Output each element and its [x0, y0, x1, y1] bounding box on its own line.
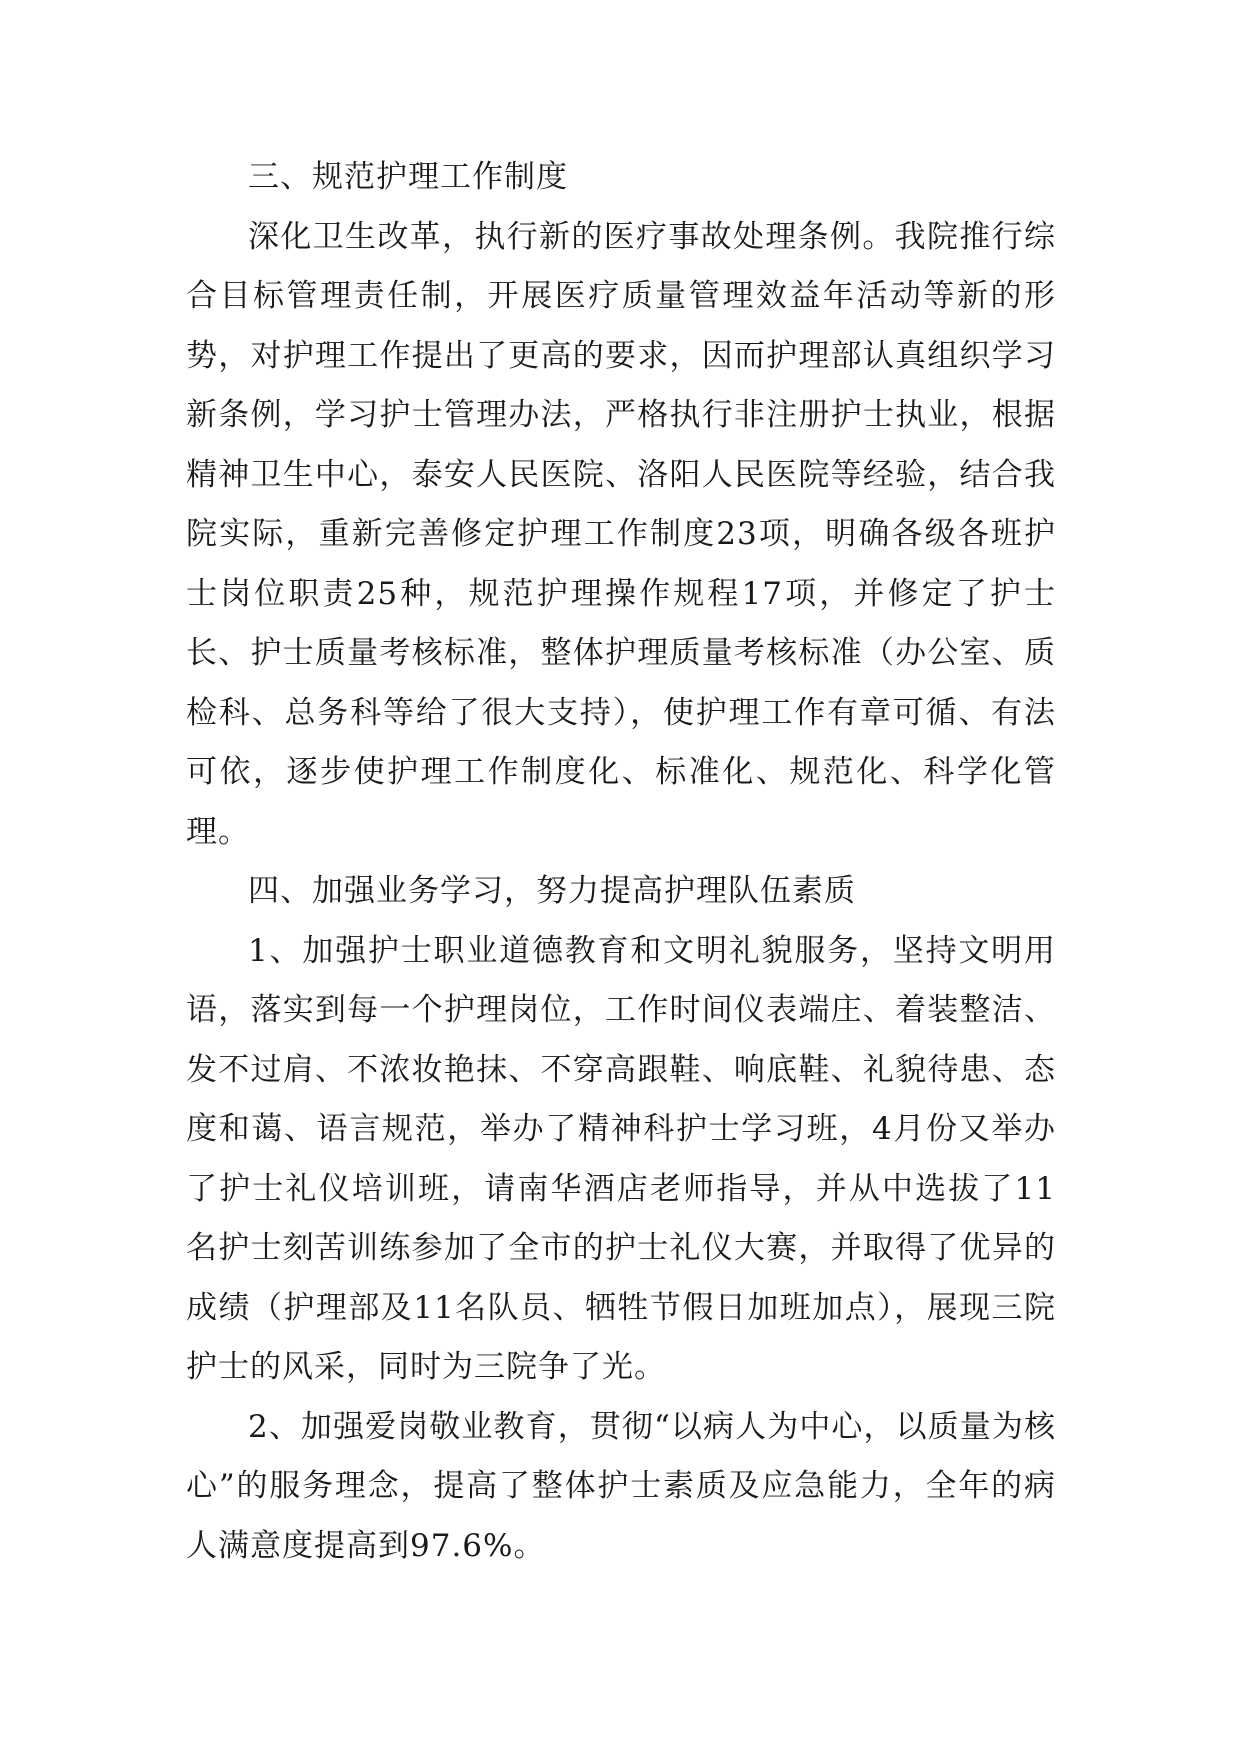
section-4-item-2: 2、加强爱岗敬业教育，贯彻“以病人为中心，以质量为核心”的服务理念，提高了整体护士素质及应急能力，全年的病人满意度提高到97.6%。	[186, 1408, 1056, 1564]
document-page	[186, 148, 1056, 1576]
section-4-item-1: 1、加强护士职业道德教育和文明礼貌服务，坚持文明用语，落实到每一个护理岗位，工作时间仪表端庄、着装整洁、发不过肩、不浓妆艳抹、不穿高跟鞋、响底鞋、礼貌待患、态度和蔼、语言规范，举办了精神科护士学习班，4月份又举办了护士礼仪培训班，请南华酒店老师指导，并从中选拔了11名护士刻苦训练参加了全市的护士礼仪大赛，并取得了优异的成绩（护理部及11名队员、牺牲节假日加班加点），展现三院护士的风采，同时为三院争了光。	[186, 932, 1056, 1385]
section-4-heading: 四、加强业务学习，努力提高护理队伍素质	[248, 873, 856, 909]
section-3-paragraph: 深化卫生改革，执行新的医疗事故处理条例。我院推行综合目标管理责任制，开展医疗质量管理效益年活动等新的形势，对护理工作提出了更高的要求，因而护理部认真组织学习新条例，学习护士管理办法，严格执行非注册护士执业，根据精神卫生中心，泰安人民医院、洛阳人民医院等经验，结合我院实际，重新完善修定护理工作制度23项，明确各级各班护士岗位职责25种，规范护理操作规程17项，并修定了护士长、护士质量考核标准，整体护理质量考核标准（办公室、质检科、总务科等给了很大支持），使护理工作有章可循、有法可依，逐步使护理工作制度化、标准化、规范化、科学化管理。	[186, 218, 1056, 850]
section-3-heading: 三、规范护理工作制度	[248, 159, 568, 195]
